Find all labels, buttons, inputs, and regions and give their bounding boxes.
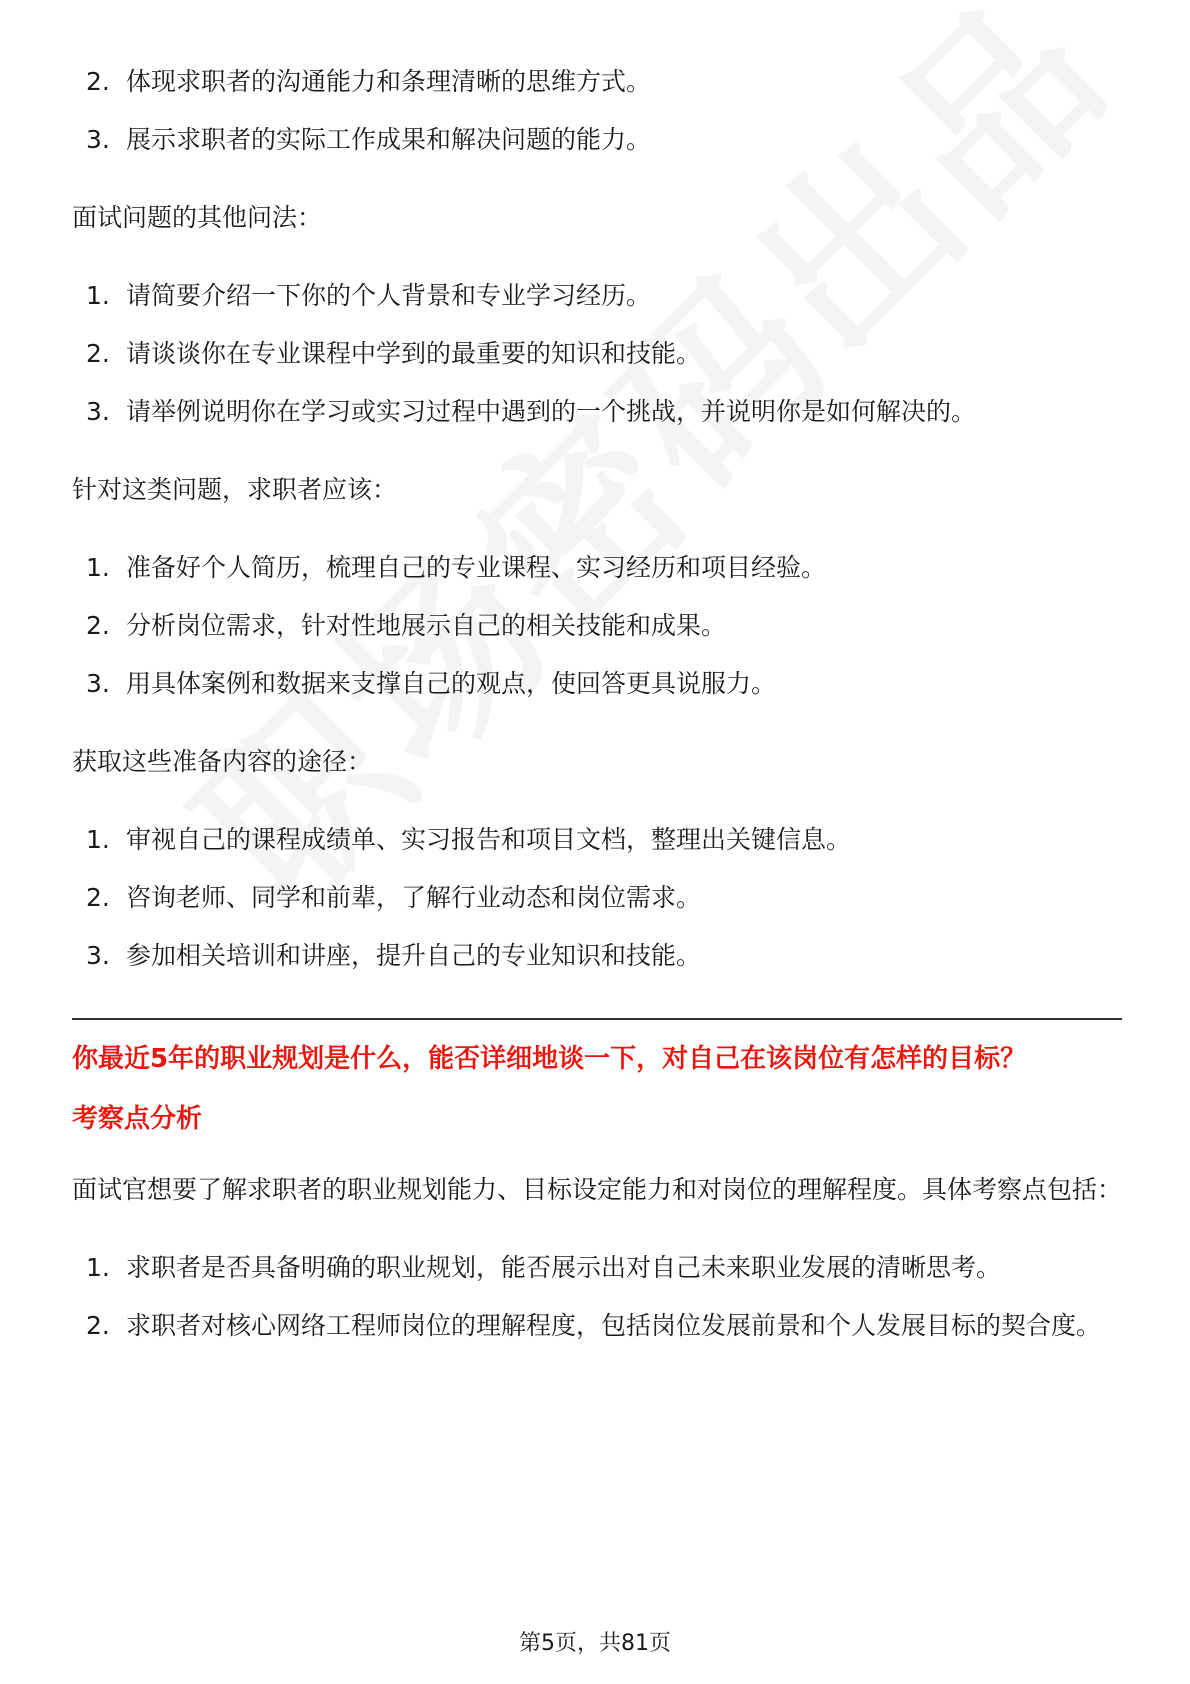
analysis-title: 考察点分析 [72,1104,203,1134]
question-title: 你最近5年的职业规划是什么，能否详细地谈一下，对自己在该岗位有怎样的目标？ [72,1044,1027,1074]
heading-sources: 获取这些准备内容的途径： [72,747,373,776]
list-item: 3. 参加相关培训和讲座，提升自己的专业知识和技能。 [86,941,702,970]
list-analysis-points [72,1244,1122,1350]
list-item: 2. 分析岗位需求，针对性地展示自己的相关技能和成果。 [86,611,727,640]
section-divider [72,1018,1122,1020]
heading-should: 针对这类问题，求职者应该： [72,475,398,504]
list-item: 3. 展示求职者的实际工作成果和解决问题的能力。 [86,125,652,154]
page-content [72,58,1122,1380]
list-item: 1. 求职者是否具备明确的职业规划，能否展示出对自己未来职业发展的清晰思考。 [86,1253,1002,1282]
list-item: 2. 请谈谈你在专业课程中学到的最重要的知识和技能。 [86,339,702,368]
page-number: 第5页，共81页 [519,1631,671,1656]
list-item: 3. 用具体案例和数据来支撑自己的观点，使回答更具说服力。 [86,669,777,698]
list-item: 1. 审视自己的课程成绩单、实习报告和项目文档，整理出关键信息。 [86,825,852,854]
analysis-intro: 面试官想要了解求职者的职业规划能力、目标设定能力和对岗位的理解程度。具体考察点包括： [72,1175,1123,1204]
list-item: 2. 咨询老师、同学和前辈，了解行业动态和岗位需求。 [86,883,702,912]
list-item: 1. 请简要介绍一下你的个人背景和专业学习经历。 [86,281,652,310]
list-item: 1. 准备好个人简历，梳理自己的专业课程、实习经历和项目经验。 [86,553,827,582]
list-item: 2. 体现求职者的沟通能力和条理清晰的思维方式。 [86,67,652,96]
list-alt-questions [72,272,1122,436]
heading-alt-questions: 面试问题的其他问法： [72,203,323,232]
list-item: 2. 求职者对核心网络工程师岗位的理解程度，包括岗位发展前景和个人发展目标的契合度。 [86,1311,1102,1340]
list-item: 3. 请举例说明你在学习或实习过程中遇到的一个挑战，并说明你是如何解决的。 [86,397,977,426]
list-purpose [72,58,1122,164]
list-sources [72,816,1122,980]
list-should [72,544,1122,708]
